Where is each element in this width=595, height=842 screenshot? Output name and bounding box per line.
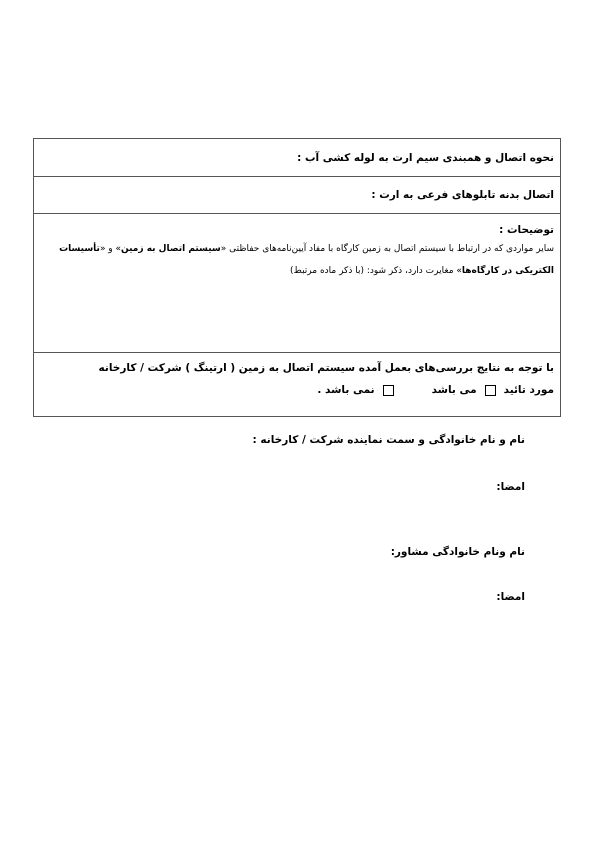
inspection-form-table	[33, 138, 561, 417]
water-pipe-bonding-row	[34, 139, 560, 177]
approved-option-label: می باشد	[431, 384, 477, 396]
water-pipe-bonding-label: نحوه اتصال و همبندی سیم ارت به لوله کشی آب :	[297, 151, 554, 164]
notes-part2: » و «	[99, 244, 122, 254]
representative-signature-label: امضا:	[496, 481, 525, 493]
notes-part1: سایر مواردی که در ارتباط با سیستم اتصال به زمین کارگاه با مفاد آیین‌نامه‌های حفاظتی «	[220, 244, 554, 254]
subpanel-earthing-label: اتصال بدنه تابلوهای فرعی به ارت :	[371, 189, 554, 201]
consultant-name-label: نام ونام خانوادگی مشاور:	[390, 546, 525, 558]
notes-heading: توضیحات :	[499, 224, 554, 236]
confirmation-options	[40, 384, 554, 396]
representative-name-label: نام و نام خانوادگی و سمت نماینده شرکت / کارخانه :	[252, 434, 525, 446]
notes-text	[40, 238, 554, 282]
not-approved-checkbox[interactable]	[383, 385, 394, 396]
notes-part3: » مغایرت دارد، ذکر شود: (با ذکر ماده مرتبط)	[290, 266, 462, 276]
conclusion-text: با توجه به نتایج بررسی‌های بعمل آمده سیستم اتصال به زمین ( ارتینگ ) شرکت / کارخانه	[98, 362, 554, 374]
not-approved-option-label: نمی باشد .	[317, 384, 375, 396]
notes-bold1: سیستم اتصال به زمین	[121, 244, 221, 254]
consultant-signature-label: امضا:	[496, 591, 525, 603]
conclusion-row	[34, 353, 560, 416]
approved-checkbox[interactable]	[485, 385, 496, 396]
notes-row	[34, 214, 560, 353]
notes-bold2: تأسیسات الکتریکی در کارگاه‌ها	[59, 244, 554, 276]
subpanel-earthing-row	[34, 177, 560, 214]
confirmation-label: مورد تائید	[503, 384, 554, 396]
